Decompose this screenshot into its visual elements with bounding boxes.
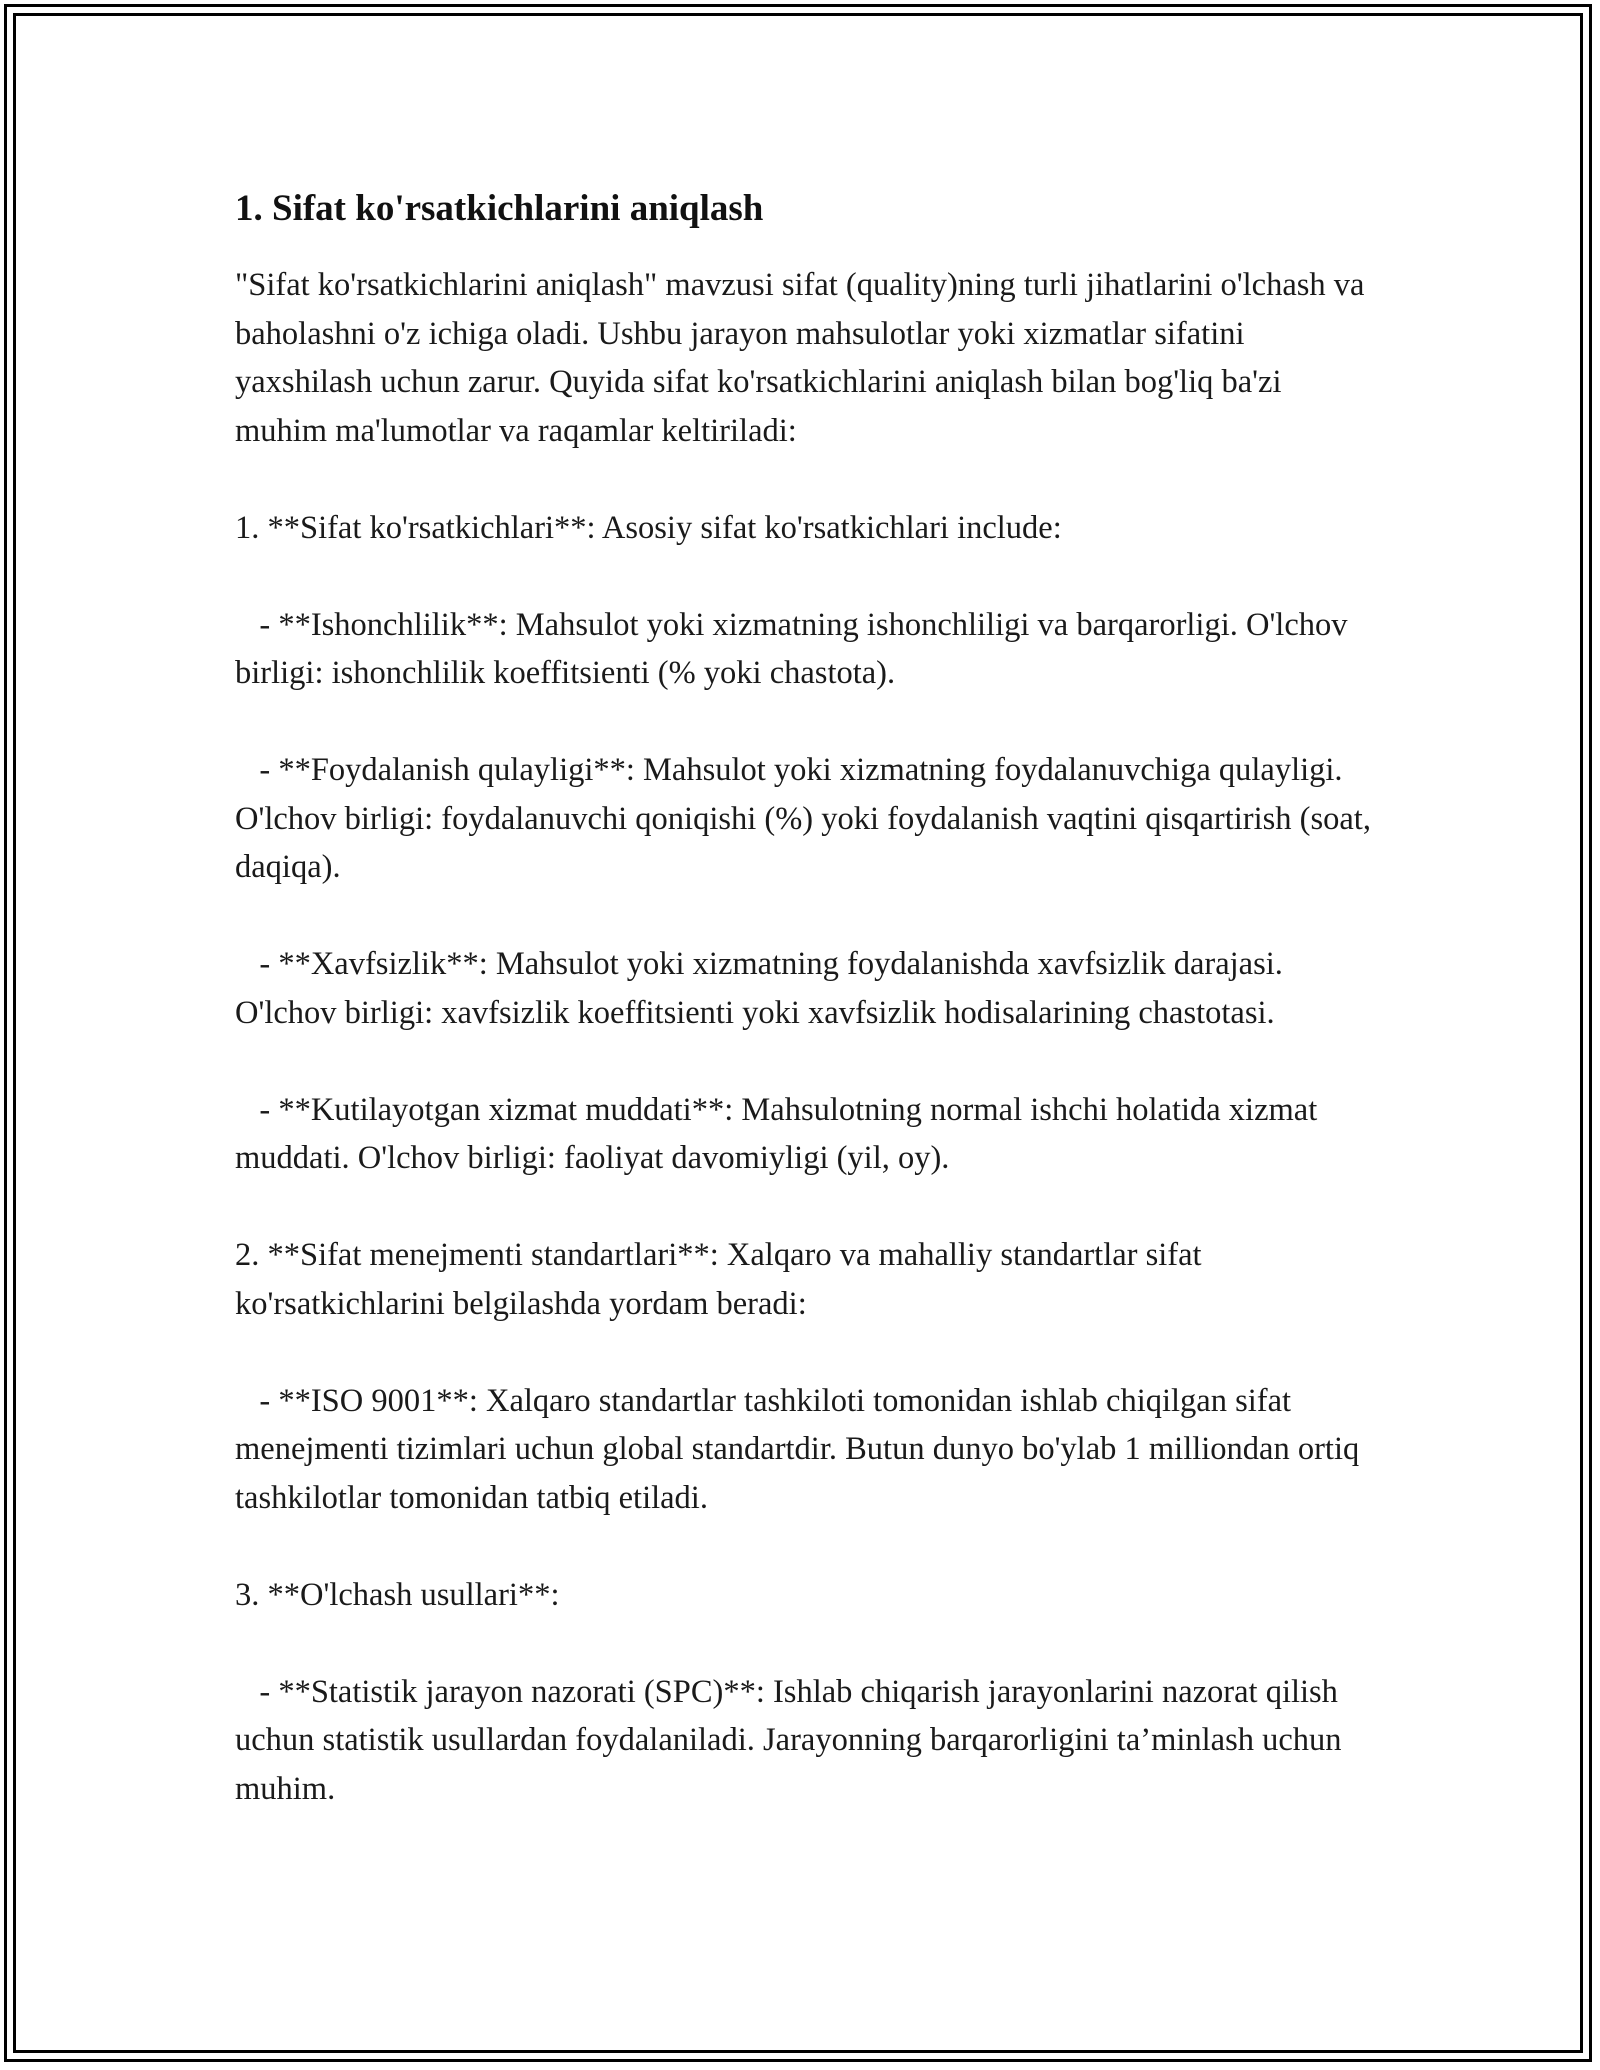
paragraph-spacer [235,1328,1375,1377]
list-item-service-life: - **Kutilayotgan xizmat muddati**: Mahsulotning normal ishchi holatida xizmat muddati. O'lchov birligi: faoliyat davomiyligi (yil, oy). [235,1091,1326,1176]
paragraph-spacer [235,1037,1375,1086]
list-item-iso-9001: - **ISO 9001**: Xalqaro standartlar tashkiloti tomonidan ishlab chiqilgan sifat menejmenti tizimlari uchun global standartdir. Butun dunyo bo'ylab 1 milliondan ortiq tashkilotlar tomonidan tatbiq etiladi. [235,1382,1368,1516]
section-quality-indicators: 1. **Sifat ko'rsatkichlari**: Asosiy sifat ko'rsatkichlari include: [235,509,1062,546]
section-measurement-methods: 3. **O'lchash usullari**: [235,1576,560,1613]
paragraph-spacer [235,1522,1375,1571]
paragraph-spacer [235,552,1375,601]
paragraph-spacer [235,1619,1375,1668]
section-standards: 2. **Sifat menejmenti standartlari**: Xalqaro va mahalliy standartlar sifat ko'rsatkichlarini belgilashda yordam beradi: [235,1237,1210,1322]
paragraph-spacer [235,1183,1375,1232]
list-item-reliability: - **Ishonchlilik**: Mahsulot yoki xizmatning ishonchliligi va barqarorligi. O'lchov birligi: ishonchlilik koeffitsienti (% yoki chastota). [235,606,1356,691]
document-body [235,185,1380,1813]
list-item-usability: - **Foydalanish qulayligi**: Mahsulot yoki xizmatning foydalanuvchiga qulayligi. O'lchov birligi: foydalanuvchi qoniqishi (%) yoki foydalanish vaqtini qisqartirish (soat, daqiqa). [235,752,1380,885]
intro-paragraph: "Sifat ko'rsatkichlarini aniqlash" mavzusi sifat (quality)ning turli jihatlarini o'lchash va baholashni o'z ichiga oladi. Ushbu jarayon mahsulotlar yoki xizmatlar sifatini yaxshilash uchun zarur. Quyida sifat ko'rsatkichlarini aniqlash bilan bog'liq ba'zi muhim ma'lumotlar va raqamlar keltiriladi: [235,267,1373,449]
document-title: 1. Sifat ko'rsatkichlarini aniqlash [235,188,764,229]
paragraph-spacer [235,455,1375,504]
list-item-safety: - **Xavfsizlik**: Mahsulot yoki xizmatning foydalanishda xavfsizlik darajasi. O'lchov birligi: xavfsizlik koeffitsienti yoki xavfsizlik hodisalarining chastotasi. [235,946,1292,1031]
list-item-spc: - **Statistik jarayon nazorati (SPC)**: Ishlab chiqarish jarayonlarini nazorat qilish uchun statistik usullardan foydalaniladi. Jarayonning barqarorligini ta’minlash uchun muhim. [235,1673,1350,1807]
paragraph-spacer [235,698,1375,747]
paragraph-spacer [235,892,1375,941]
